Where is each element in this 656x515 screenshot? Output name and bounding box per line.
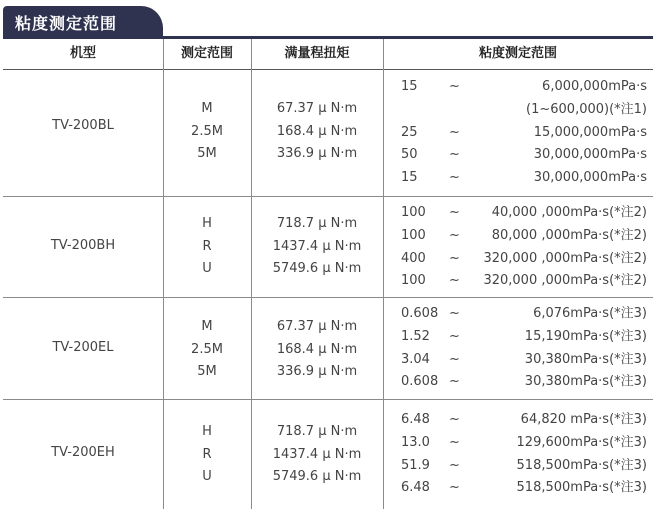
viscosity-range: [383, 76, 653, 99]
range-tilde: ~: [449, 79, 460, 94]
viscosity-range-list: [383, 409, 653, 500]
viscosity-range: [383, 303, 653, 326]
viscosity-range: [383, 167, 653, 190]
torque-list: [251, 213, 383, 281]
range-tilde: ~: [449, 480, 460, 496]
torque-value: 336.9 μ N·m: [276, 364, 358, 379]
model-name: TV-200EL: [52, 340, 114, 355]
range-low: 100: [401, 205, 426, 220]
section-title-tab: [3, 6, 163, 36]
mode-value: M: [201, 319, 213, 334]
range-high: 15,190mPa·s(*注3): [524, 328, 647, 344]
viscosity-range: [383, 455, 653, 478]
range-low: 15: [401, 170, 418, 186]
range-high: (1~600,000)(*注1): [526, 101, 647, 117]
range-low: 51.9: [401, 457, 430, 473]
viscosity-range-list: [383, 202, 653, 293]
range-high: 64,820 mPa·s(*注3): [520, 412, 647, 427]
torque-value: 718.7 μ N·m: [276, 216, 358, 231]
torque-value: 5749.6 μ N·m: [272, 261, 362, 276]
range-high: 6,000,000mPa·s: [542, 79, 647, 94]
viscosity-range-list: [383, 303, 653, 394]
section-title: 粘度测定范围: [15, 14, 118, 33]
viscosity-range: [383, 270, 653, 293]
viscosity-range: [383, 371, 653, 394]
torque-value: 168.4 μ N·m: [276, 341, 358, 357]
range-high: 6,076mPa·s(*注3): [533, 306, 647, 321]
mode-value: 5M: [197, 364, 217, 379]
torque-list: [251, 421, 383, 489]
range-high: 320,000 ,000mPa·s(*注2): [483, 250, 647, 266]
range-tilde: ~: [449, 124, 460, 140]
range-low: 100: [401, 227, 426, 243]
viscosity-range: [383, 99, 653, 122]
mode-value: M: [201, 101, 213, 116]
range-low: 15: [401, 79, 418, 94]
model-name: TV-200BL: [52, 118, 114, 133]
range-tilde: ~: [449, 351, 460, 367]
range-low: 400: [401, 250, 426, 266]
viscosity-range: [383, 349, 653, 372]
range-tilde: ~: [449, 434, 460, 450]
range-tilde: ~: [449, 374, 460, 390]
mode-list: [163, 213, 251, 281]
range-low: 3.04: [401, 351, 430, 367]
range-tilde: ~: [449, 328, 460, 344]
viscosity-range-list: [383, 76, 653, 190]
range-high: 320,000 ,000mPa·s(*注2): [483, 273, 647, 289]
torque-list: [251, 316, 383, 384]
range-high: 40,000 ,000mPa·s(*注2): [491, 205, 647, 220]
torque-value: 168.4 μ N·m: [276, 123, 358, 139]
mode-value: 2.5M: [191, 123, 223, 139]
table-header: [3, 39, 653, 69]
range-tilde: ~: [449, 205, 460, 220]
viscosity-range: [383, 122, 653, 145]
viscosity-range: [383, 248, 653, 271]
viscosity-range: [383, 409, 653, 432]
mode-value: 2.5M: [191, 341, 223, 357]
range-low: 50: [401, 147, 418, 163]
mode-list: [163, 421, 251, 489]
mode-value: H: [202, 424, 212, 439]
torque-value: 718.7 μ N·m: [276, 424, 358, 439]
table-row: [3, 70, 653, 196]
model-name: TV-200BH: [50, 238, 116, 253]
header-range: 粘度测定范围: [478, 46, 557, 61]
mode-value: U: [202, 261, 212, 276]
range-low: 0.608: [401, 306, 439, 321]
range-tilde: ~: [449, 147, 460, 163]
range-tilde: ~: [449, 412, 460, 427]
viscosity-range: [383, 225, 653, 248]
torque-value: 1437.4 μ N·m: [272, 238, 362, 254]
torque-value: 67.37 μ N·m: [276, 101, 358, 116]
viscosity-range: [383, 202, 653, 225]
mode-list: [163, 316, 251, 384]
viscosity-range: [383, 477, 653, 500]
range-high: 518,500mPa·s(*注3): [516, 457, 647, 473]
mode-value: 5M: [197, 146, 217, 161]
range-high: 30,380mPa·s(*注3): [524, 374, 647, 390]
viscosity-range: [383, 326, 653, 349]
header-torque: 满量程扭矩: [284, 46, 350, 61]
torque-value: 336.9 μ N·m: [276, 146, 358, 161]
range-tilde: ~: [449, 170, 460, 186]
mode-list: [163, 98, 251, 166]
mode-value: U: [202, 469, 212, 484]
range-high: 80,000 ,000mPa·s(*注2): [491, 227, 647, 243]
range-low: 100: [401, 273, 426, 289]
torque-value: 67.37 μ N·m: [276, 319, 358, 334]
range-low: 6.48: [401, 412, 430, 427]
range-tilde: ~: [449, 273, 460, 289]
mode-value: H: [202, 216, 212, 231]
mode-value: R: [202, 446, 212, 462]
model-name: TV-200EH: [51, 445, 115, 460]
range-tilde: ~: [449, 306, 460, 321]
header-model: 机型: [69, 46, 96, 61]
table-row: [3, 298, 653, 399]
viscosity-range: [383, 144, 653, 167]
range-tilde: ~: [449, 457, 460, 473]
mode-value: R: [202, 238, 212, 254]
range-tilde: ~: [449, 227, 460, 243]
range-high: 30,000,000mPa·s: [533, 147, 647, 163]
table-row: [3, 400, 653, 510]
range-high: 15,000,000mPa·s: [533, 124, 647, 140]
range-tilde: ~: [449, 250, 460, 266]
torque-value: 1437.4 μ N·m: [272, 446, 362, 462]
range-low: 1.52: [401, 328, 430, 344]
viscosity-range: [383, 432, 653, 455]
header-mode: 测定范围: [180, 46, 233, 61]
range-high: 30,000,000mPa·s: [533, 170, 647, 186]
range-high: 129,600mPa·s(*注3): [516, 434, 647, 450]
range-low: 13.0: [401, 434, 430, 450]
table-row: [3, 197, 653, 297]
range-high: 518,500mPa·s(*注3): [516, 480, 647, 496]
range-high: 30,380mPa·s(*注3): [524, 351, 647, 367]
torque-value: 5749.6 μ N·m: [272, 469, 362, 484]
range-low: 0.608: [401, 374, 439, 390]
range-low: 25: [401, 124, 418, 140]
torque-list: [251, 98, 383, 166]
range-low: 6.48: [401, 480, 430, 496]
